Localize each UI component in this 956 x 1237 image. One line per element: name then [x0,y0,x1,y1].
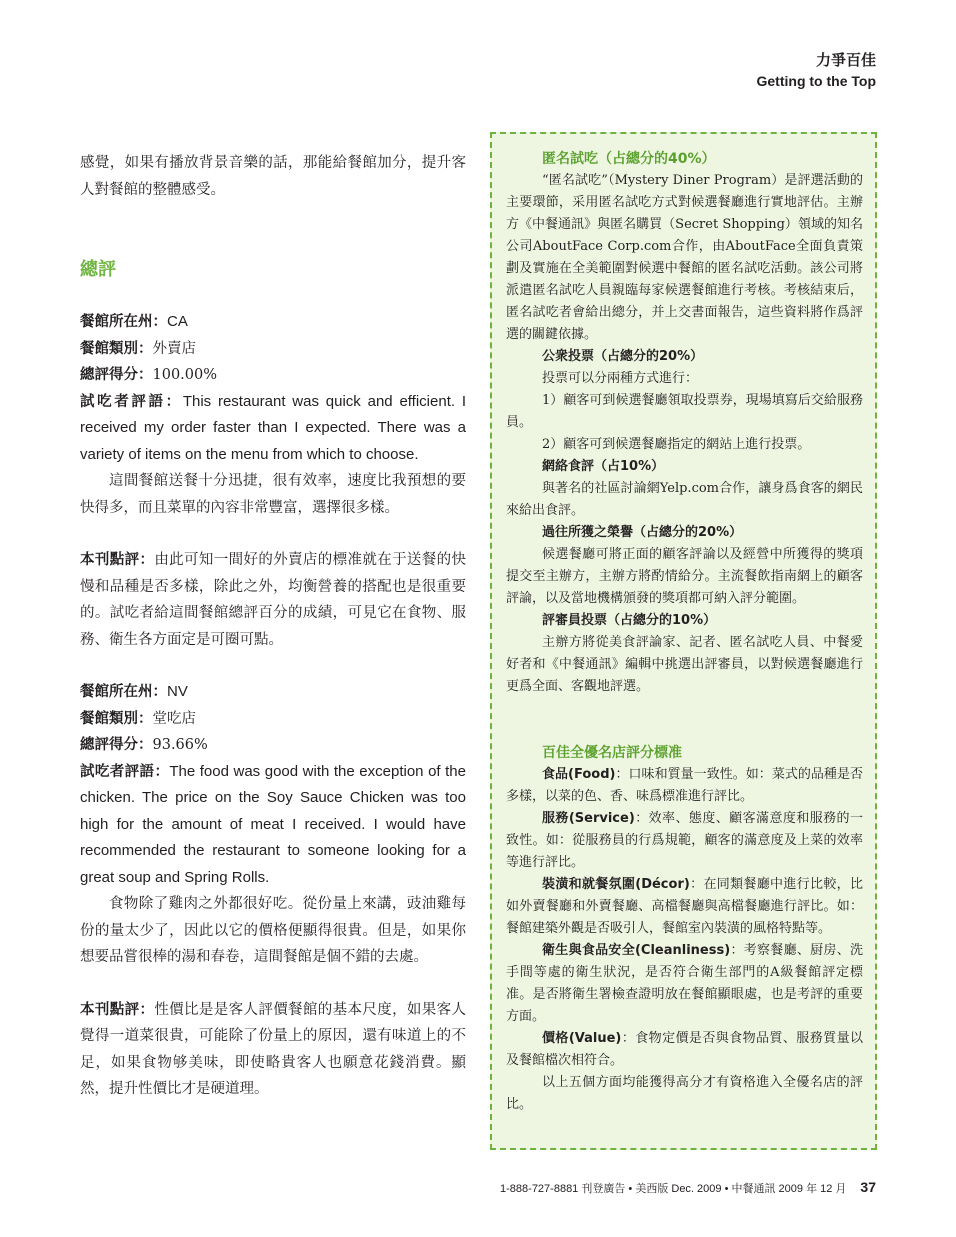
public-vote-intro: 投票可以分兩種方式進行： [542,371,699,386]
state-label: 餐館所在州： [80,314,167,330]
section-name-zh: 力爭百佳 [815,51,876,69]
criterion-text: ：口味和質量一致性。如：菜式的品種是否多樣，以菜的色、香、味爲標准進行評比。 [506,767,863,804]
subhead-online-review: 網絡食評（占10%） [542,459,665,474]
restaurant-review-1 [80,309,466,653]
scoring-sidebar [490,132,877,1150]
type-value: 外賣店 [152,340,196,357]
criterion-cleanliness [506,940,863,1028]
score-label: 總評得分： [80,367,153,383]
state-line [80,679,466,706]
section-title: 總評 [80,259,116,280]
criterion-label: 衛生與食品安全(Cleanliness) [542,943,731,958]
criterion-food [506,764,863,808]
score-label: 總評得分： [80,737,153,753]
review-label: 本刊點評： [80,552,155,568]
comment-en: This restaurant was quick and efficient. I received my order faster than I expected. There was a variety of items on the menu from which to choose. [80,392,467,463]
criterion-label: 裝潢和就餐氛圍(Décor) [542,877,690,892]
online-review-text: 與著名的社區討論網Yelp.com合作，讓身爲食客的網民來給出食評。 [506,481,863,518]
page-number: 37 [860,1179,876,1195]
review-label: 本刊點評： [80,1001,155,1018]
restaurant-review-2 [80,679,466,1103]
page-footer [500,1178,876,1198]
state-value: NV [167,683,188,700]
comment-zh: 這間餐館送餐十分迅捷，很有效率，速度比我預想的要快得多，而且菜單的內容非常豐富，選擇很多樣。 [80,473,466,516]
criterion-label: 服務(Service) [542,811,635,826]
score-value: 93.66% [152,737,208,753]
criteria-closing: 以上五個方面均能獲得高分才有資格進入全優名店的評比。 [506,1075,863,1112]
type-value: 堂吃店 [152,710,196,727]
diner-comment [80,389,466,469]
type-line [80,706,466,733]
type-line [80,336,466,363]
state-line [80,309,466,336]
comment-label: 試吃者評語： [80,763,170,780]
comment-zh: 食物除了雞肉之外都很好吃。從份量上來講，豉油雞每份的量太少了，因此以它的價格便顯得很貴。但是，如果你想要品嘗很棒的湯和春卷，這間餐館是個不錯的去處。 [80,896,466,965]
criterion-label: 食品(Food) [542,767,616,782]
criterion-value [506,1028,863,1072]
subhead-past-honors: 過往所獲之榮譽（占總分的20%） [542,525,743,540]
editor-review [80,997,466,1103]
page-header [757,50,877,92]
score-line [80,732,466,759]
sidebar-title-mystery-diner: 匿名試吃（占總分的40%） [542,151,716,167]
section-name-en: Getting to the Top [756,73,876,89]
subhead-judge-vote: 評審員投票（占總分的10%） [542,613,717,628]
sidebar-title-criteria: 百佳全優名店評分標准 [542,745,682,761]
criterion-text: ：在同類餐廳中進行比較，比如外賣餐廳和外賣餐廳、高檔餐廳與高檔餐廳進行評比。如：餐館建築外觀是否吸引人，餐館室內裝潢的風格特點等。 [506,877,863,936]
public-vote-option-1: 1）顧客可到候選餐廳領取投票券，現場填寫后交給服務員。 [506,393,863,430]
criterion-service [506,808,863,874]
state-value: CA [167,313,188,330]
review-text: 由此可知一間好的外賣店的標准就在于送餐的快慢和品種是否多樣，除此之外，均衡營養的搭配也是很重要的。試吃者給這間餐館總評百分的成績，可見它在食物、服務、衛生各方面定是可圈可點。 [80,552,467,648]
editor-review [80,547,466,653]
judge-vote-text: 主辦方將從美食評論家、記者、匿名試吃人員、中餐愛好者和《中餐通訊》編輯中挑選出評審員，以對候選餐廳進行更爲全面、客觀地評選。 [506,635,863,694]
criterion-text: ：效率、態度、顧客滿意度和服務的一致性。如：從服務員的行爲規範，顧客的滿意度及上菜的效率等進行評比。 [506,811,863,870]
left-column [80,150,466,1103]
criterion-decor [506,874,863,940]
state-label: 餐館所在州： [80,684,167,700]
footer-text: 1-888-727-8881 刊登廣告 • 美西版 Dec. 2009 • 中餐通訊 2009 年 12 月 [500,1183,847,1195]
diner-comment [80,759,466,892]
score-line [80,362,466,389]
past-honors-text: 候選餐廳可將正面的顧客評論以及經營中所獲得的獎項提交至主辦方，主辦方將酌情給分。主流餐飲指南網上的顧客評論，以及當地機構頒發的獎項都可納入評分範圍。 [506,547,863,606]
type-label: 餐館類別： [80,710,153,727]
score-value: 100.00% [152,367,218,383]
type-label: 餐館類別： [80,340,153,357]
review-text: 性價比是是客人評價餐館的基本尺度，如果客人覺得一道菜很貴，可能除了份量上的原因，還有味道上的不足，如果食物够美味，即使略貴客人也願意花錢消費。顯然，提升性價比才是硬道理。 [80,1001,467,1097]
public-vote-option-2: 2）顧客可到候選餐廳指定的網站上進行投票。 [542,437,811,452]
criterion-text: ：考察餐廳、厨房、洗手間等處的衛生狀況，是否符合衛生部門的A級餐館評定標准。是否將衛生署檢查證明放在餐館顯眼處，也是考評的重要方面。 [506,943,863,1024]
criterion-text: ：食物定價是否與食物品質、服務質量以及餐館檔次相符合。 [506,1031,863,1068]
comment-label: 試吃者評語： [80,393,183,410]
subhead-public-vote: 公衆投票（占總分的20%） [542,349,704,364]
mystery-diner-text: “匿名試吃”（Mystery Diner Program）是評選活動的主要環節，采用匿名試吃方式對候選餐廳進行實地評估。主辦方《中餐通訊》與匿名購買（Secret Shopping）領域的知名公司AboutFace Corp.com合作，由AboutFace全面負責策劃及實施在全美範圍對候選中餐館的匿名試吃活動。該公司將派遣匿名試吃人員親臨每家候選餐館進行考核。考核結束后，匿名試吃者會給出總分，并上交書面報告，這些資料將作爲評選的關鍵依據。 [506,173,863,342]
comment-en: The food was good with the exception of the chicken. The price on the Soy Sauce Chicken was too high for the amount of meat I received. I would have recommended the restaurant to someone looking for a great soup and Spring Rolls. [80,762,466,886]
criterion-label: 價格(Value) [542,1031,622,1046]
intro-paragraph: 感覺，如果有播放背景音樂的話，那能給餐館加分，提升客人對餐館的整體感受。 [80,155,466,198]
